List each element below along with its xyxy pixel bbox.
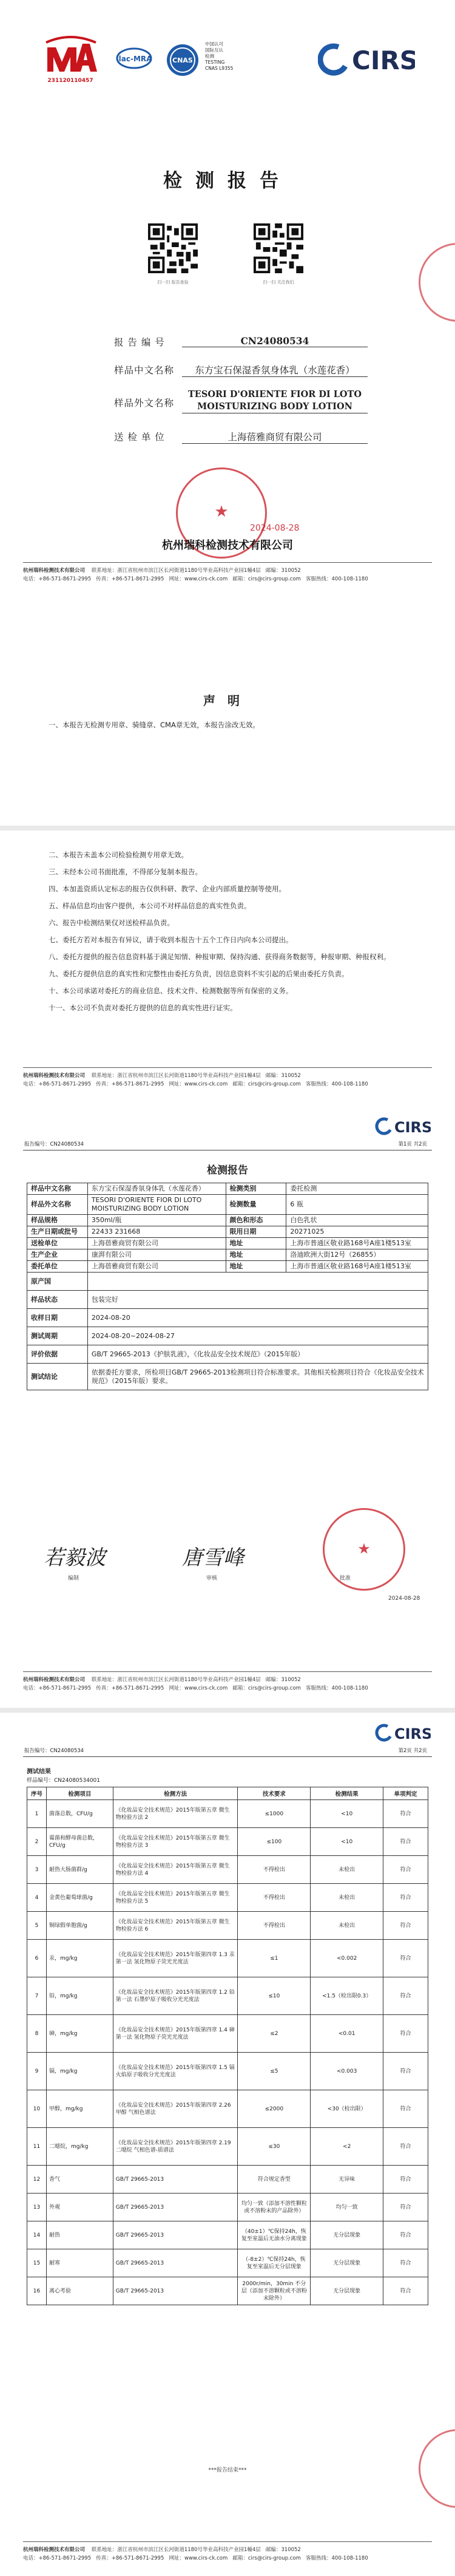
results-cell: 4: [27, 1884, 47, 1912]
results-cell: 未检出: [311, 1912, 383, 1940]
results-cell: 《化妆品安全技术规范》2015年版第五章 微生物检验方法 5: [113, 1884, 238, 1912]
results-cell: ≤1000: [238, 1800, 311, 1828]
report-number-header: 报告编号：CN24080534: [24, 1141, 84, 1147]
table-row: 生产企业 康湃有限公司 地址 洛迪欧洲大街12号（26855）: [27, 1249, 428, 1261]
declaration-item: 一、本报告无检测专用章、骑缝章、CMA章无效，本报告涂改无效。: [49, 721, 260, 729]
cnas-logo: [165, 42, 200, 78]
svg-text:CIRS: CIRS: [394, 1725, 431, 1742]
results-cell: 铅，mg/kg: [46, 1977, 113, 2015]
results-cell: 14: [27, 2221, 47, 2249]
results-cell: 不得检出: [238, 1856, 311, 1884]
results-cell: 6: [27, 1940, 47, 1977]
header-rule: [23, 1756, 432, 1757]
sign-date: 2024-08-28: [388, 1596, 420, 1602]
table-row: 样品外文名称 TESORI D'ORIENTE FIOR DI LOTO MOISTURIZING BODY LOTION 检测数量 6 瓶: [27, 1195, 428, 1215]
report-summary-table: [27, 1183, 428, 1390]
results-cell: 符合: [383, 2053, 428, 2090]
results-cell: 外观: [46, 2194, 113, 2221]
declaration-item: 七、委托方若对本报告有异议，请于收到本报告十五个工作日内向本公司提出。: [49, 936, 293, 944]
results-cell: 镉，mg/kg: [46, 2053, 113, 2090]
results-cell: 《化妆品安全技术规范》2015年版第五章 微生物检验方法 4: [113, 1856, 238, 1884]
results-cell: 不得检出: [238, 1884, 311, 1912]
results-cell: 13: [27, 2194, 47, 2221]
results-cell: 16: [27, 2277, 47, 2305]
declaration-item: 八、委托方提供的报告信息资料基于满足知情、种报审期、保持沟通、获得商务数据等，种报审期、种报权利。: [49, 953, 391, 961]
table-row: 测试结论 依据委托方要求，所检项目GB/T 29665-2013检测项目符合标准要求。其他相关检测项目符合《化妆品安全技术规范》（2015年版）要求。: [27, 1364, 428, 1390]
results-cell: 5: [27, 1912, 47, 1940]
results-cell: GB/T 29665-2013: [113, 2249, 238, 2277]
client-value: 上海蓓雅商贸有限公司: [182, 430, 368, 444]
table-row: 评价依据 GB/T 29665-2013《护肤乳液》，《化妆品安全技术规范》（2015年版）: [27, 1345, 428, 1364]
results-cell: 1: [27, 1800, 47, 1828]
declaration-item: 三、未经本公司书面批准，不得部分复制本报告。: [49, 868, 202, 876]
results-cell: <30（检出限）: [311, 2090, 383, 2128]
qr-left-caption: 扫一扫 报告查验: [157, 280, 189, 285]
results-cell: 砷，mg/kg: [46, 2015, 113, 2053]
results-cell: <0.01: [311, 2015, 383, 2053]
results-cell: 二噁烷，mg/kg: [46, 2128, 113, 2166]
table-row: 委托单位 上海蓓雅商贸有限公司 地址 上海市普通区敬业路168号A座1楼513室: [27, 1261, 428, 1273]
sample-cn-name-label: 样品中文名称: [114, 365, 175, 376]
qr-code-report-check[interactable]: [148, 223, 198, 273]
edge-seal: [419, 2429, 455, 2508]
results-cell: 7: [27, 1977, 47, 2015]
cirs-logo: [318, 41, 415, 78]
results-cell: 均匀一致: [311, 2194, 383, 2221]
results-cell: 《化妆品安全技术规范》2015年版第五章 微生物检验方法 6: [113, 1912, 238, 1940]
results-section-title: 测试结果: [27, 1769, 51, 1775]
page-number: 第1页 共2页: [398, 1141, 427, 1147]
results-cell: （-8±2）℃保持24h，恢复至室温后无分层现象: [238, 2249, 311, 2277]
results-cell: （40±1）℃保持24h，恢复至室温后无油水分离现象: [238, 2221, 311, 2249]
results-cell: 9: [27, 2053, 47, 2090]
report-seal: [323, 1508, 405, 1591]
report-number-header: 报告编号：CN24080534: [24, 1748, 84, 1754]
results-cell: <10: [311, 1800, 383, 1828]
end-of-report: ***报告结束***: [208, 2467, 247, 2473]
results-cell: 《化妆品安全技术规范》2015年版第四章 1.4 砷 第一法 氢化物原子荧光光度法: [113, 2015, 238, 2053]
results-cell: 符合: [383, 2194, 428, 2221]
cirs-small-logo: [375, 1722, 431, 1743]
results-cell: 汞，mg/kg: [46, 1940, 113, 1977]
results-cell: <0.002: [311, 1940, 383, 1977]
results-cell: 符合: [383, 1856, 428, 1884]
declaration-item: 五、样品信息均由客户提供，本公司不对样品信息的真实性负责。: [49, 902, 251, 910]
table-header-row: 序号 检测项目 检测方法 技术要求 检测结果 单项判定: [27, 1787, 428, 1800]
cnas-accreditation-text: 中国认可 国际互认 检测 TESTING CNAS L9355: [205, 41, 234, 71]
reviewer-signature: 唐雪峰: [182, 1546, 244, 1570]
results-cell: 符合: [383, 2221, 428, 2249]
results-cell: 离心考验: [46, 2277, 113, 2305]
cover-title: 检测报告: [163, 170, 292, 192]
cma-logo: [44, 35, 97, 86]
reviewer-label: 审核: [206, 1575, 218, 1582]
results-cell: 《化妆品安全技术规范》2015年版第四章 1.2 铅 第一法 石墨炉原子吸收分光光度法: [113, 1977, 238, 2015]
results-cell: 香气: [46, 2166, 113, 2194]
sample-cn-name-row: [114, 363, 369, 378]
results-cell: <1.5（检出限0.3）: [311, 1977, 383, 2015]
declaration-item: 二、本报告未盖本公司检验检测专用章无效。: [49, 851, 188, 859]
results-page: [0, 1713, 455, 2576]
results-cell: 无异味: [311, 2166, 383, 2194]
issue-date: 2024-08-28: [250, 523, 300, 533]
results-cell: ≤30: [238, 2128, 311, 2166]
results-cell: 金黄色葡萄球菌/g: [46, 1884, 113, 1912]
results-cell: 符合: [383, 2015, 428, 2053]
results-cell: 符合: [383, 1940, 428, 1977]
approver-label: 批准: [340, 1575, 351, 1582]
results-cell: 符合: [383, 2166, 428, 2194]
report-number-row: [114, 335, 369, 350]
results-cell: GB/T 29665-2013: [113, 2194, 238, 2221]
table-row: [27, 1856, 428, 1884]
cover-page: [0, 0, 455, 826]
results-cell: GB/T 29665-2013: [113, 2166, 238, 2194]
qr-code-follow[interactable]: [254, 223, 303, 273]
results-cell: ≤5: [238, 2053, 311, 2090]
page-footer: 杭州瑞科检测技术有限公司 联系地址：浙江省杭州市滨江区长河街道1180号华业高科技产业园1幢4层 邮编：310052 电话：+86-571-8671-2995 传真：+86-571-8671-2995 网址：www.cirs-ck.com 邮箱：cirs@cirs-group.com 客服热线：400-108-1180: [23, 1067, 432, 1089]
table-row: [27, 2053, 428, 2090]
results-cell: 《化妆品安全技术规范》2015年版第四章 2.19 二噁烷 气相色谱-质谱法: [113, 2128, 238, 2166]
results-cell: GB/T 29665-2013: [113, 2277, 238, 2305]
results-cell: <2: [311, 2128, 383, 2166]
results-cell: ≤100: [238, 1828, 311, 1856]
results-cell: 《化妆品安全技术规范》2015年版第四章 1.5 镉 火焰原子吸收分光光度法: [113, 2053, 238, 2090]
table-row: 样品中文名称 东方宝石保湿香氛身体乳（水莲花香） 检测类别 委托检测: [27, 1183, 428, 1195]
results-cell: 耐寒: [46, 2249, 113, 2277]
table-row: [27, 2090, 428, 2128]
cnas-label: CNAS: [172, 56, 193, 64]
report-number-value: CN24080534: [182, 335, 368, 347]
results-cell: 符合: [383, 1828, 428, 1856]
results-cell: 3: [27, 1856, 47, 1884]
results-cell: 菌落总数，CFU/g: [46, 1800, 113, 1828]
certification-logos: [44, 35, 414, 96]
table-row: 测试周期 2024-08-20~2024-08-27: [27, 1327, 428, 1345]
results-cell: 2000r/min，30min 不分层（添加不溶颗粒或不溶粉末除外）: [238, 2277, 311, 2305]
table-row: [27, 2277, 428, 2305]
results-cell: ≤2: [238, 2015, 311, 2053]
table-row: 生产日期或批号 22433 231668 限用日期 20271025: [27, 1226, 428, 1238]
table-row: [27, 2128, 428, 2166]
report-number-label: 报 告 编 号: [114, 337, 165, 348]
results-cell: ≤10: [238, 1977, 311, 2015]
issuing-company: 杭州瑞科检测技术有限公司: [162, 539, 293, 552]
results-cell: 《化妆品安全技术规范》2015年版第四章 1.3 汞 第一法 氢化物原子荧光光度法: [113, 1940, 238, 1977]
results-cell: <0.003: [311, 2053, 383, 2090]
results-table: [27, 1787, 428, 2305]
table-row: [27, 2249, 428, 2277]
results-cell: 符合: [383, 2128, 428, 2166]
results-cell: 无分层现象: [311, 2277, 383, 2305]
results-cell: <10: [311, 1828, 383, 1856]
table-row: [27, 2194, 428, 2221]
results-cell: 符合: [383, 1884, 428, 1912]
results-cell: 8: [27, 2015, 47, 2053]
results-cell: 11: [27, 2128, 47, 2166]
table-row: [27, 1828, 428, 1856]
results-cell: 铜绿假单胞菌/g: [46, 1912, 113, 1940]
results-cell: ≤2000: [238, 2090, 311, 2128]
table-row: 送检单位 上海蓓雅商贸有限公司 地址 上海市普通区敬业路168号A座1楼513室: [27, 1238, 428, 1249]
qr-right-caption: 扫一扫 关注我们: [263, 280, 294, 285]
results-cell: 2: [27, 1828, 47, 1856]
table-row: 样品规格 350ml/瓶 颜色和形态 白色乳状: [27, 1215, 428, 1226]
table-row: [27, 1977, 428, 2015]
table-row: [27, 1940, 428, 1977]
page-footer: 杭州瑞科检测技术有限公司 联系地址：浙江省杭州市滨江区长河街道1180号华业高科技产业园1幢4层 邮编：310052 电话：+86-571-8671-2995 传真：+86-571-8671-2995 网址：www.cirs-ck.com 邮箱：cirs@cirs-group.com 客服热线：400-108-1180: [23, 1671, 432, 1693]
results-cell: 符合规定香型: [238, 2166, 311, 2194]
cma-number: 231120110457: [47, 78, 93, 84]
results-cell: 未检出: [311, 1856, 383, 1884]
results-cell: 12: [27, 2166, 47, 2194]
table-row: [27, 1884, 428, 1912]
svg-text:CIRS: CIRS: [394, 1119, 431, 1136]
sample-cn-name-value: 东方宝石保湿香氛身体乳（水莲花香）: [182, 363, 368, 377]
sample-en-name-value: TESORI D'ORIENTE FIOR DI LOTO MOISTURIZING BODY LOTION: [182, 389, 368, 413]
edge-seal: [419, 243, 455, 322]
results-cell: 不得检出: [238, 1912, 311, 1940]
client-label: 送 检 单 位: [114, 432, 165, 443]
results-cell: 甲醇，mg/kg: [46, 2090, 113, 2128]
declaration-item: 十一、本公司不负责对委托方提供的信息的真实性进行证实。: [49, 1004, 237, 1012]
page-number: 第2页 共2页: [398, 1748, 427, 1754]
page-footer: 杭州瑞科检测技术有限公司 联系地址：浙江省杭州市滨江区长河街道1180号华业高科技产业园1幢4层 邮编：310052 电话：+86-571-8671-2995 传真：+86-571-8671-2995 网址：www.cirs-ck.com 邮箱：cirs@cirs-group.com 客服热线：400-108-1180: [23, 2541, 432, 2563]
sample-en-name-label: 样品外文名称: [114, 398, 175, 409]
summary-page: [0, 831, 455, 1708]
results-cell: 符合: [383, 2249, 428, 2277]
table-row: [27, 2221, 428, 2249]
table-row: 收样日期 2024-08-20: [27, 1309, 428, 1327]
results-cell: ≤1: [238, 1940, 311, 1977]
author-label: 编制: [68, 1575, 79, 1582]
declaration-title: 声明: [203, 693, 252, 708]
results-cell: 霉菌和酵母菌总数，CFU/g: [46, 1828, 113, 1856]
table-row: [27, 2015, 428, 2053]
results-cell: 15: [27, 2249, 47, 2277]
svg-text:★: ★: [214, 503, 229, 521]
declaration-item: 十、本公司承诺对委托方的商业信息、技术文件、检测数据等所有保密的义务。: [49, 987, 293, 995]
results-cell: 《化妆品安全技术规范》2015年版第五章 微生物检验方法 3: [113, 1828, 238, 1856]
results-cell: 无分层现象: [311, 2221, 383, 2249]
client-row: [114, 430, 369, 444]
ilac-mra-logo: [115, 46, 153, 75]
sample-number: 样品编号：CN24080534001: [27, 1778, 101, 1784]
results-cell: 《化妆品安全技术规范》2015年版第四章 2.26 甲醇 气相色谱法: [113, 2090, 238, 2128]
table-row: [27, 1800, 428, 1828]
table-row: 样品状态 包装完好: [27, 1291, 428, 1309]
results-cell: 无分层现象: [311, 2249, 383, 2277]
table-row: [27, 2166, 428, 2194]
results-cell: GB/T 29665-2013: [113, 2221, 238, 2249]
cirs-small-logo: [375, 1116, 431, 1137]
results-cell: 《化妆品安全技术规范》2015年版第五章 微生物检验方法 2: [113, 1800, 238, 1828]
results-cell: 符合: [383, 2277, 428, 2305]
cover-footer: 杭州瑞科检测技术有限公司 联系地址：浙江省杭州市滨江区长河街道1180号华业高科技产业园1幢4层 邮编：310052 电话：+86-571-8671-2995 传真：+86-571-8671-2995 网址：www.cirs-ck.com 邮箱：cirs@cirs-group.com 客服热线：400-108-1180: [23, 562, 432, 583]
results-cell: 未检出: [311, 1884, 383, 1912]
sample-en-name-row: [114, 389, 369, 418]
report-title: 检测报告: [207, 1164, 248, 1177]
results-cell: 10: [27, 2090, 47, 2128]
results-cell: 符合: [383, 2090, 428, 2128]
ilac-label: ilac-MRA: [116, 55, 152, 63]
table-row: [27, 1912, 428, 1940]
declaration-item: 四、本加盖资质认定标志的报告仅供科研、教学、企业内部质量控制等使用。: [49, 885, 286, 893]
author-signature: 若毅波: [44, 1546, 106, 1570]
declaration-item: 九、委托方提供信息的真实性和完整性由委托方负责，因信息资料不实引起的后果由委托方负责。: [49, 970, 349, 978]
cirs-label: CIRS: [352, 46, 415, 75]
results-cell: 耐热: [46, 2221, 113, 2249]
results-cell: 符合: [383, 1912, 428, 1940]
svg-text:★: ★: [357, 1540, 371, 1557]
results-cell: 均匀一致（添加不溶性颗粒或不溶粉末的产品除外）: [238, 2194, 311, 2221]
results-cell: 符合: [383, 1977, 428, 2015]
results-cell: 符合: [383, 1800, 428, 1828]
declaration-item: 六、报告中检测结果仅对送检样品负责。: [49, 919, 174, 927]
table-row: 原产国: [27, 1273, 428, 1291]
results-cell: 耐热大肠菌群/g: [46, 1856, 113, 1884]
